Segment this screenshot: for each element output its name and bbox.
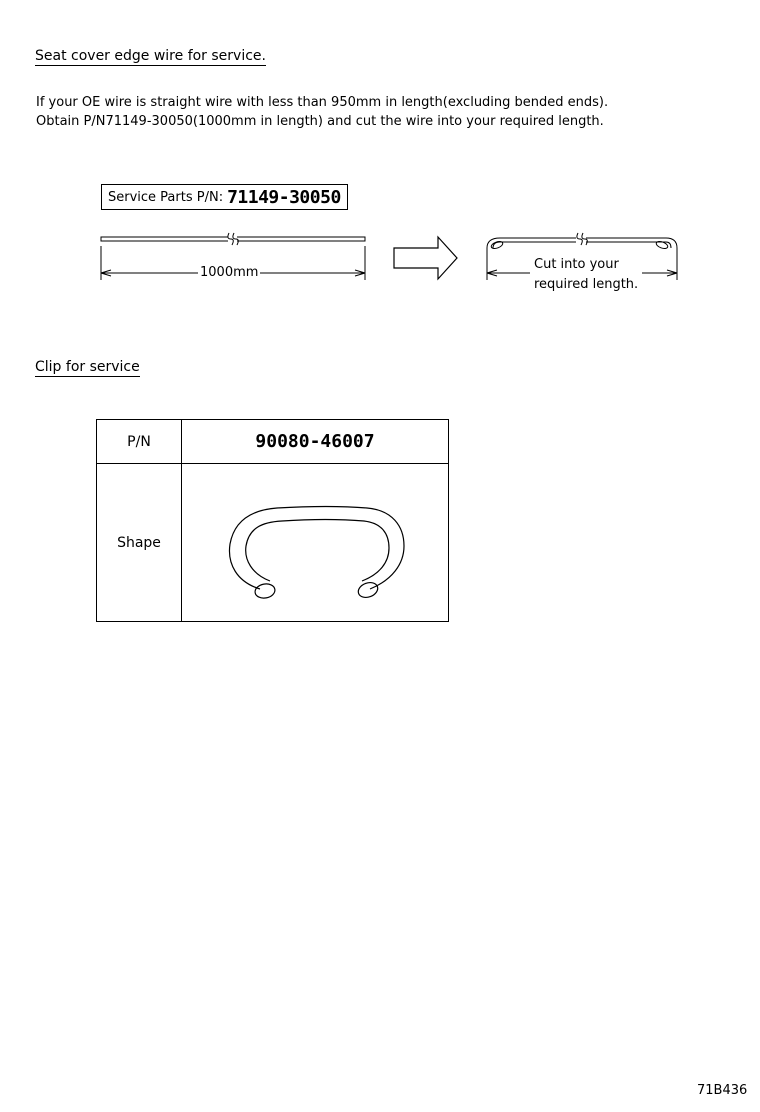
cut-instruction-line-1: Cut into your (534, 257, 619, 272)
service-parts-label: Service Parts P/N: (108, 189, 224, 205)
clip-shape-drawing (182, 464, 448, 621)
break-mark-right (576, 232, 587, 246)
cut-instruction-line-2: required length. (534, 277, 639, 292)
clip-table-shape-row (97, 464, 449, 622)
wire-instruction-line-1: If your OE wire is straight wire with less than 950mm in length(excluding bended ends). (36, 95, 609, 110)
clip-table-pn-row (97, 420, 449, 464)
arrow-right-icon (394, 237, 457, 279)
service-parts-number: 71149-30050 (227, 186, 341, 208)
clip-pn-value: 90080-46007 (182, 420, 449, 464)
clip-section-heading: Clip for service (35, 359, 140, 375)
footer-code: 71B436 (697, 1083, 748, 1098)
cut-instruction (530, 255, 642, 295)
length-label: 1000mm (200, 265, 259, 280)
wire-section-heading: Seat cover edge wire for service. (35, 48, 266, 64)
break-mark-left (228, 232, 238, 246)
clip-shape-icon (229, 507, 404, 600)
wire-instruction-line-2: Obtain P/N71149-30050(1000mm in length) and cut the wire into your required length. (36, 114, 604, 129)
clip-table (96, 419, 449, 622)
clip-shape-header: Shape (97, 464, 182, 622)
clip-pn-header: P/N (97, 420, 182, 464)
clip-shape-cell (182, 464, 449, 622)
